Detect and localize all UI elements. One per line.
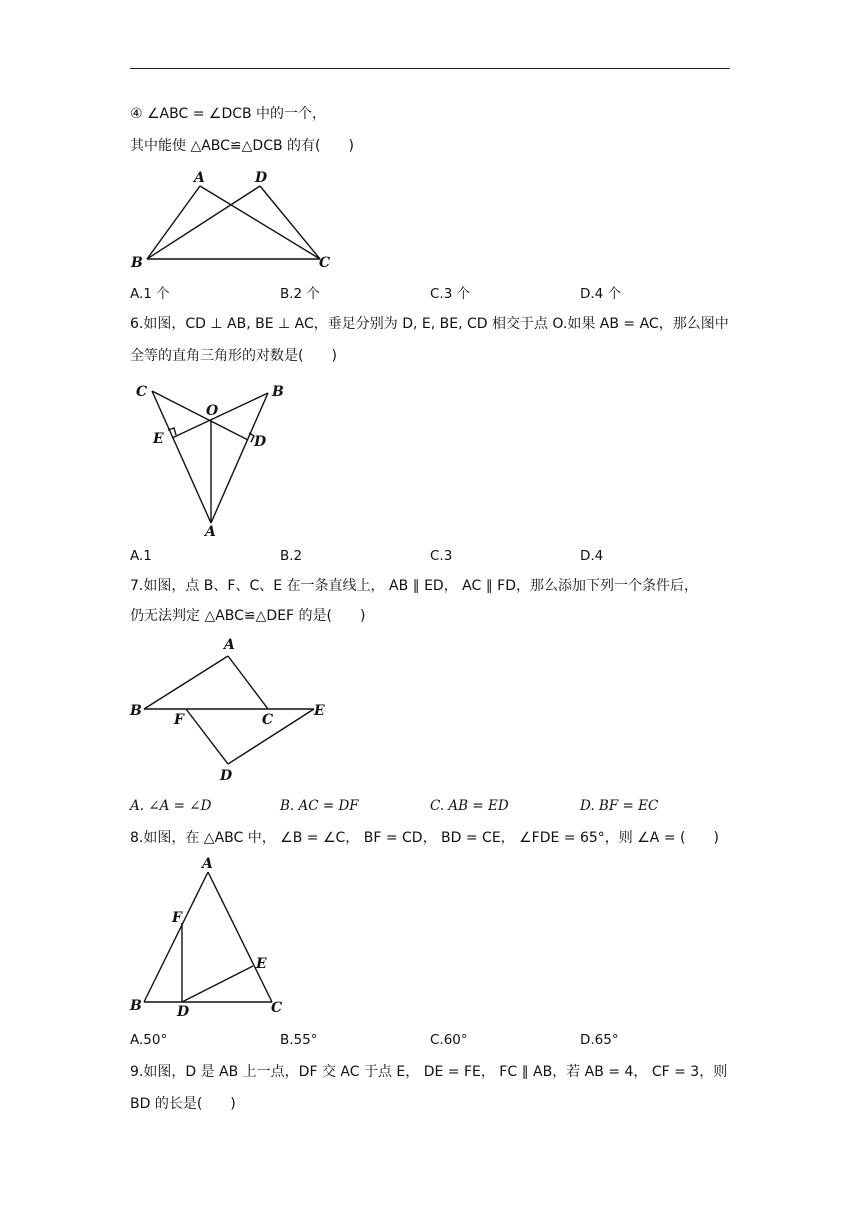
- q7-option-a: A. ∠A = ∠D: [130, 798, 212, 814]
- q7-option-b: B. AC = DF: [280, 798, 359, 814]
- header-rule: [130, 68, 730, 69]
- q5-label-a: A: [194, 170, 205, 186]
- q8-option-d: D.65°: [580, 1032, 619, 1048]
- q6-label-o: O: [206, 403, 219, 419]
- q7-label-e: E: [314, 703, 325, 719]
- q8-label-d: D: [177, 1004, 190, 1020]
- q5-option-a: A.1 个: [130, 286, 170, 302]
- q6-label-a: A: [205, 524, 216, 540]
- q6-label-b: B: [272, 384, 284, 400]
- q7-label-f: F: [174, 712, 184, 728]
- q7-label-c: C: [262, 712, 274, 728]
- q8-option-a: A.50°: [130, 1032, 168, 1048]
- q6-line-2: 全等的直角三角形的对数是( ): [130, 348, 337, 364]
- q8-option-b: B.55°: [280, 1032, 318, 1048]
- q5-label-d: D: [255, 170, 268, 186]
- q5-option-d: D.4 个: [580, 286, 622, 302]
- q6-label-e: E: [153, 431, 164, 447]
- q7-figure: [128, 634, 338, 784]
- q6-option-c: C.3: [430, 548, 453, 564]
- q5-option-c: C.3 个: [430, 286, 471, 302]
- q7-line-1: 7.如图，点 B、F、C、E 在一条直线上， AB ∥ ED， AC ∥ FD，那么添加下列一个条件后，: [130, 578, 698, 594]
- q5-label-c: C: [319, 255, 331, 271]
- q6-label-d: D: [254, 434, 267, 450]
- q6-figure: [128, 376, 298, 541]
- q6-label-c: C: [136, 384, 148, 400]
- q5-option-b: B.2 个: [280, 286, 320, 302]
- q6-option-a: A.1: [130, 548, 152, 564]
- q5-condition-4: ④ ∠ABC = ∠DCB 中的一个，: [130, 106, 327, 122]
- q7-label-d: D: [220, 768, 233, 784]
- q6-option-d: D.4: [580, 548, 604, 564]
- q7-label-b: B: [130, 703, 142, 719]
- q9-line-1: 9.如图，D 是 AB 上一点，DF 交 AC 于点 E， DE = FE， FC ∥ AB，若 AB = 4， CF = 3，则: [130, 1064, 728, 1080]
- q5-figure: [128, 168, 338, 273]
- q5-label-b: B: [131, 255, 143, 271]
- q9-line-2: BD 的长是( ): [130, 1096, 236, 1112]
- q7-label-a: A: [224, 637, 235, 653]
- q5-stem: 其中能使 △ABC≌△DCB 的有( ): [130, 138, 354, 154]
- q7-option-c: C. AB = ED: [430, 798, 509, 814]
- q8-figure: [128, 856, 293, 1021]
- q8-option-c: C.60°: [430, 1032, 468, 1048]
- q8-label-a: A: [202, 856, 213, 872]
- q7-option-d: D. BF = EC: [580, 798, 659, 814]
- q6-option-b: B.2: [280, 548, 303, 564]
- q8-label-e: E: [256, 956, 267, 972]
- q6-line-1: 6.如图，CD ⊥ AB, BE ⊥ AC，垂足分别为 D, E, BE, CD 相交于点 O.如果 AB = AC，那么图中: [130, 316, 729, 332]
- q8-label-f: F: [172, 910, 182, 926]
- q8-label-c: C: [271, 1000, 283, 1016]
- q8-label-b: B: [130, 998, 142, 1014]
- q7-line-2: 仍无法判定 △ABC≌△DEF 的是( ): [130, 608, 366, 624]
- q8-line-1: 8.如图，在 △ABC 中， ∠B = ∠C， BF = CD， BD = CE， ∠FDE = 65°，则 ∠A = ( ): [130, 830, 719, 846]
